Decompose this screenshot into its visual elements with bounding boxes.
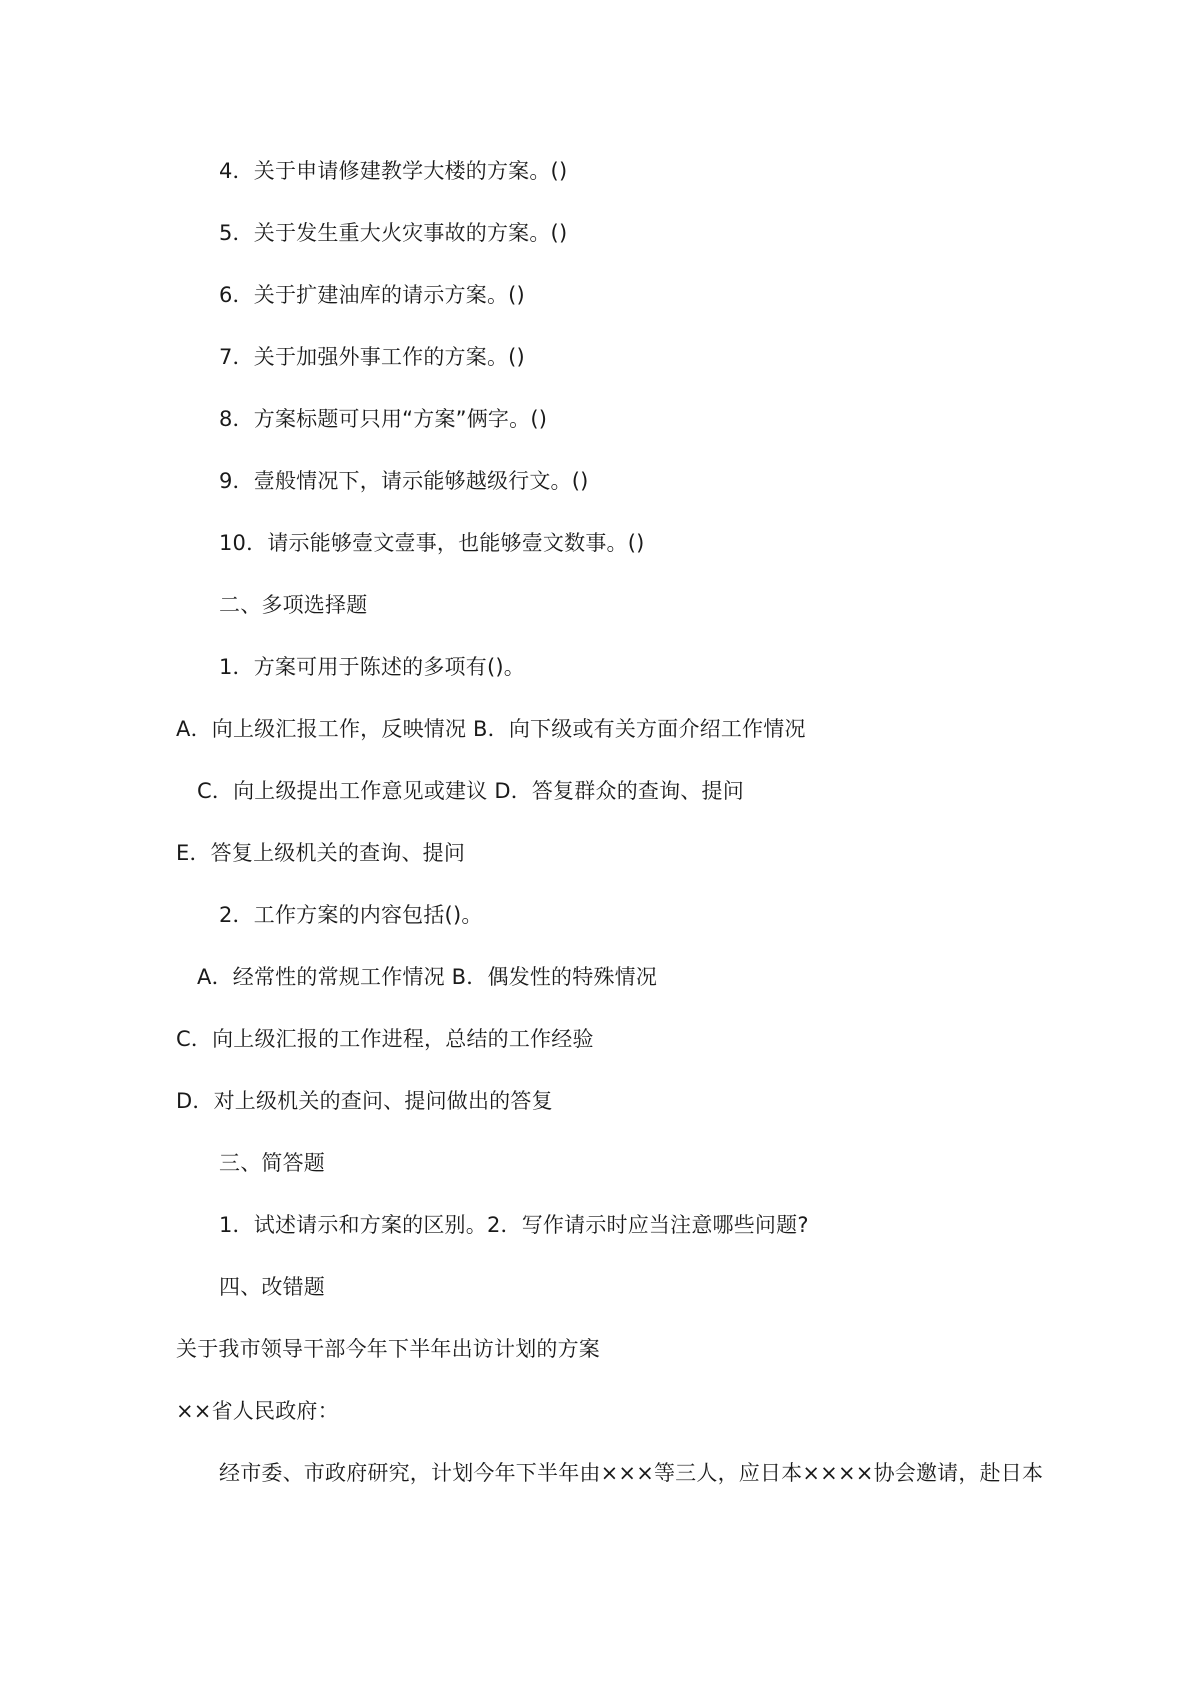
section-heading-multiple-choice: 二、多项选择题: [219, 593, 368, 617]
section-heading-short-answer: 三、简答题: [219, 1151, 325, 1175]
options-line-e: E．答复上级机关的查询、提问: [176, 841, 466, 865]
options-line-a-b-2: A．经常性的常规工作情况 B．偶发性的特殊情况: [197, 965, 658, 989]
short-answer-questions: 1．试述请示和方案的区别。2．写作请示时应当注意哪些问题?: [219, 1213, 809, 1237]
multiple-choice-question-1: 1．方案可用于陈述的多项有()。: [219, 655, 525, 679]
question-9: 9．壹般情况下，请示能够越级行文。(): [219, 469, 589, 493]
question-7: 7．关于加强外事工作的方案。(): [219, 345, 525, 369]
question-4: 4．关于申请修建教学大楼的方案。(): [219, 159, 568, 183]
correction-body: 经市委、市政府研究，计划今年下半年由×××等三人，应日本××××协会邀请，赴日本: [219, 1461, 1044, 1485]
question-5: 5．关于发生重大火灾事故的方案。(): [219, 221, 568, 245]
question-6: 6．关于扩建油库的请示方案。(): [219, 283, 525, 307]
section-heading-correction: 四、改错题: [219, 1275, 325, 1299]
correction-recipient: ××省人民政府：: [176, 1399, 339, 1423]
options-line-c-2: C．向上级汇报的工作进程，总结的工作经验: [176, 1027, 594, 1051]
correction-title: 关于我市领导干部今年下半年出访计划的方案: [176, 1337, 600, 1361]
multiple-choice-question-2: 2．工作方案的内容包括()。: [219, 903, 483, 927]
question-8: 8．方案标题可只用“方案”俩字。(): [219, 407, 548, 431]
options-line-c-d: C．向上级提出工作意见或建议 D．答复群众的查询、提问: [197, 779, 744, 803]
question-10: 10．请示能够壹文壹事，也能够壹文数事。(): [219, 531, 645, 555]
options-line-d-2: D．对上级机关的查问、提问做出的答复: [176, 1089, 553, 1113]
options-line-a-b: A．向上级汇报工作，反映情况 B．向下级或有关方面介绍工作情况: [176, 717, 806, 741]
